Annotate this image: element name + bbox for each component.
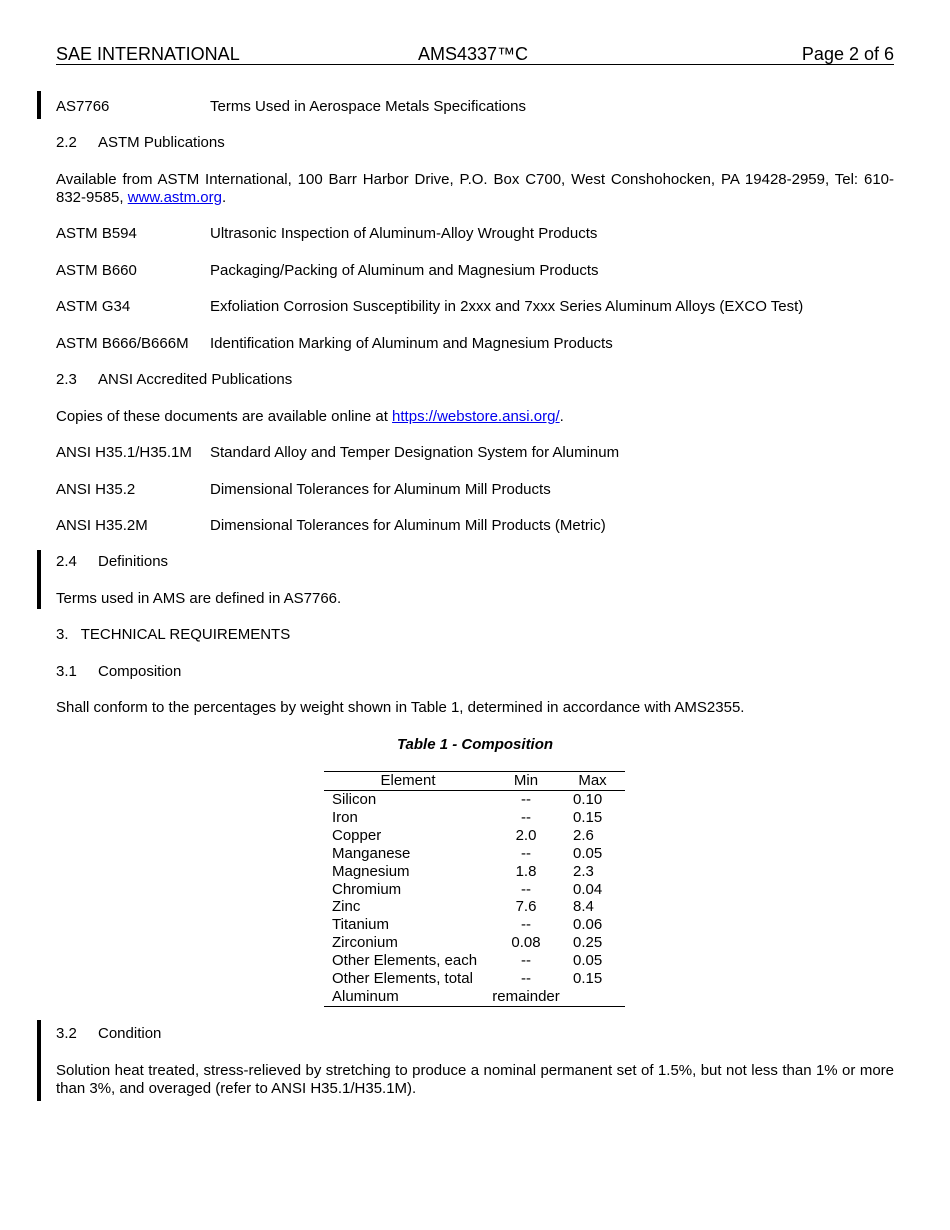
table-row xyxy=(324,863,625,881)
cell-max: 0.06 xyxy=(573,916,603,934)
table-title: Table 1 - Composition xyxy=(396,736,554,753)
table-row xyxy=(324,845,625,863)
ref-code: ASTM B660 xyxy=(56,262,137,279)
table-row xyxy=(324,970,625,988)
cell-min: -- xyxy=(521,970,531,988)
ansi-intro-suffix: . xyxy=(559,408,564,425)
cell-max xyxy=(560,988,625,1006)
ref-title: Packaging/Packing of Aluminum and Magnesium Products xyxy=(210,262,599,279)
column-header-min: Min xyxy=(492,772,560,791)
section-number: 2.4 xyxy=(56,553,77,570)
astm-website-link[interactable]: www.astm.org xyxy=(127,189,222,206)
cell-min: -- xyxy=(521,844,531,862)
cell-min: -- xyxy=(521,952,531,970)
section-number: 2.2 xyxy=(56,134,77,151)
cell-element: Iron xyxy=(332,808,358,826)
ref-code: ASTM G34 xyxy=(56,298,131,315)
ref-title: Terms Used in Aerospace Metals Specifications xyxy=(210,98,526,115)
change-bar xyxy=(37,1020,41,1101)
ref-code: ASTM B594 xyxy=(56,225,137,242)
cell-element: Magnesium xyxy=(332,862,410,880)
cell-element: Other Elements, each xyxy=(332,952,478,970)
ref-title: Dimensional Tolerances for Aluminum Mill Products xyxy=(210,481,551,498)
cell-min: 1.8 xyxy=(515,862,537,880)
page-header xyxy=(56,44,894,65)
cell-min: 2.0 xyxy=(515,826,537,844)
table-row xyxy=(324,988,625,1006)
cell-max: 0.04 xyxy=(573,880,603,898)
table-row xyxy=(324,934,625,952)
cell-min: 0.08 xyxy=(511,934,541,952)
cell-min: -- xyxy=(521,808,531,826)
cell-max: 2.3 xyxy=(573,862,594,880)
cell-element: Aluminum xyxy=(332,987,399,1005)
cell-element: Zirconium xyxy=(332,934,398,952)
cell-element: Zinc xyxy=(332,898,361,916)
table-row xyxy=(324,881,625,899)
cell-max: 0.25 xyxy=(573,934,603,952)
ref-code: ANSI H35.2 xyxy=(56,481,136,498)
cell-min: -- xyxy=(521,880,531,898)
astm-availability-paragraph xyxy=(56,171,894,207)
section-heading-condition: Condition xyxy=(98,1025,162,1042)
cell-min: -- xyxy=(521,916,531,934)
cell-max: 0.15 xyxy=(573,970,603,988)
condition-text: Solution heat treated, stress-relieved by stretching to produce a nominal permanent set of 1.5%, but not less than 1% or more than 3%, and overaged (refer to ANSI H35.1/H35.1M). xyxy=(56,1062,894,1097)
ref-title: Standard Alloy and Temper Designation System for Aluminum xyxy=(210,444,620,461)
astm-intro-text: Available from ASTM International, 100 Barr Harbor Drive, P.O. Box C700, West Conshohocken, PA 19428-2959, Tel: 610-832-9585, xyxy=(56,171,894,206)
cell-element: Silicon xyxy=(332,791,377,808)
cell-element: Chromium xyxy=(332,880,402,898)
ansi-webstore-link[interactable]: https://webstore.ansi.org/ xyxy=(392,408,560,425)
cell-max: 0.05 xyxy=(573,844,603,862)
cell-element: Titanium xyxy=(332,916,389,934)
composition-text: Shall conform to the percentages by weight shown in Table 1, determined in accordance with AMS2355. xyxy=(56,699,745,716)
section-number: 3.1 xyxy=(56,663,77,680)
ref-code: ANSI H35.1/H35.1M xyxy=(56,444,192,461)
cell-element: Manganese xyxy=(332,844,411,862)
section-heading-definitions: Definitions xyxy=(98,553,169,570)
section-number: 3.2 xyxy=(56,1025,77,1042)
cell-min: remainder xyxy=(492,987,560,1005)
cell-min: 7.6 xyxy=(515,898,537,916)
section-number: 2.3 xyxy=(56,371,77,388)
table-row xyxy=(324,916,625,934)
table-row xyxy=(324,809,625,827)
ref-code: ANSI H35.2M xyxy=(56,517,148,534)
section-heading-technical-requirements: 3. TECHNICAL REQUIREMENTS xyxy=(56,626,291,643)
cell-min: -- xyxy=(521,791,531,808)
cell-max: 0.05 xyxy=(573,952,603,970)
cell-max: 0.15 xyxy=(573,808,603,826)
header-org: SAE INTERNATIONAL xyxy=(56,44,240,64)
definitions-text: Terms used in AMS are defined in AS7766. xyxy=(56,590,342,607)
cell-element: Other Elements, total xyxy=(332,970,473,988)
table-header-row xyxy=(324,772,625,791)
column-header-element: Element xyxy=(324,772,492,791)
ref-title: Ultrasonic Inspection of Aluminum-Alloy Wrought Products xyxy=(210,225,598,242)
table-row xyxy=(324,898,625,916)
astm-intro-suffix: . xyxy=(221,189,227,206)
ref-title: Exfoliation Corrosion Susceptibility in 2xxx and 7xxx Series Aluminum Alloys (EXCO Test) xyxy=(210,298,804,315)
ref-title: Identification Marking of Aluminum and Magnesium Products xyxy=(210,335,613,352)
cell-max: 0.10 xyxy=(573,791,603,808)
change-bar xyxy=(37,550,41,609)
section-heading-ansi: ANSI Accredited Publications xyxy=(98,371,293,388)
section-heading-astm: ASTM Publications xyxy=(98,134,225,151)
table-row xyxy=(324,952,625,970)
ref-code: ASTM B666/B666M xyxy=(56,335,189,352)
table-row xyxy=(324,791,625,809)
section-heading-composition: Composition xyxy=(98,663,182,680)
ansi-intro-text: Copies of these documents are available online at xyxy=(56,408,393,425)
header-doc-id: AMS4337™C xyxy=(418,44,529,64)
change-bar xyxy=(37,91,41,119)
cell-element: Copper xyxy=(332,826,382,844)
cell-max: 8.4 xyxy=(573,898,594,916)
ref-code: AS7766 xyxy=(56,98,110,115)
composition-table xyxy=(324,771,625,1007)
column-header-max: Max xyxy=(560,772,625,791)
ref-title: Dimensional Tolerances for Aluminum Mill Products (Metric) xyxy=(210,517,606,534)
table-row xyxy=(324,827,625,845)
ansi-availability-paragraph xyxy=(56,408,564,426)
header-page-number: Page 2 of 6 xyxy=(801,44,894,64)
cell-max: 2.6 xyxy=(573,826,594,844)
